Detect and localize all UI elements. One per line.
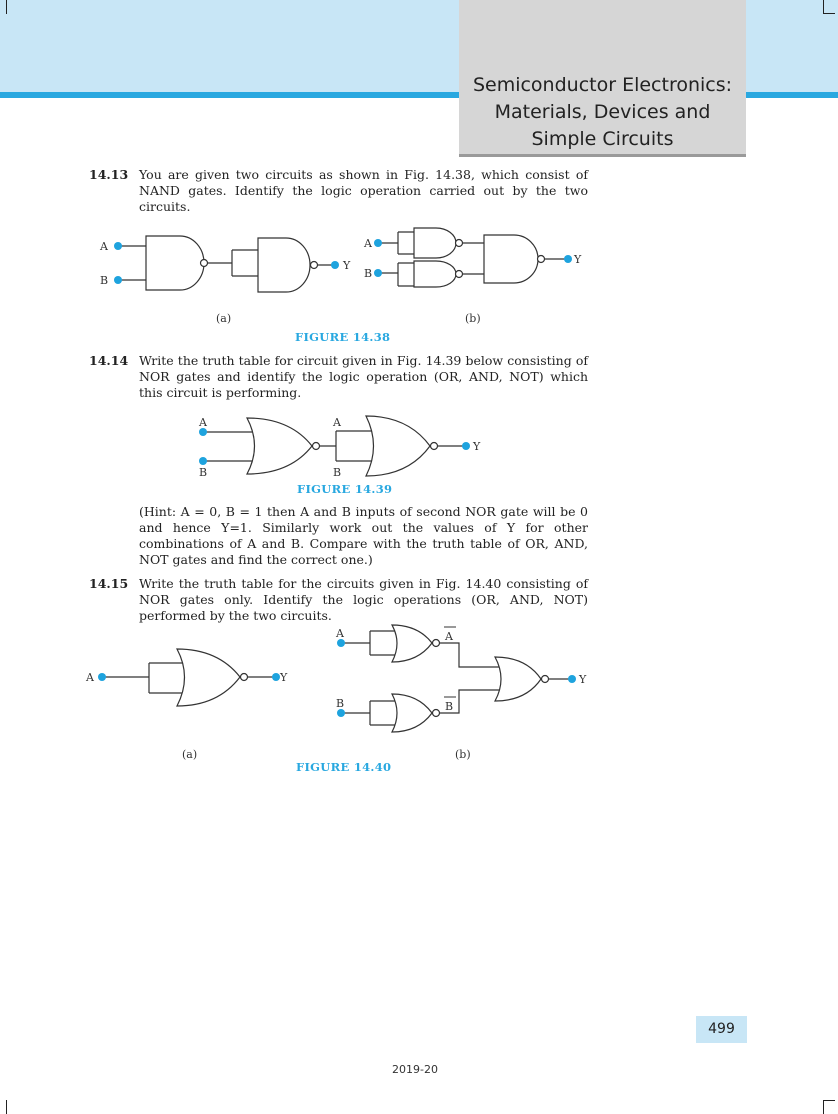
input-label-b: B [336,697,345,710]
input-label-a: A [100,240,108,253]
output-label-y: Y [343,259,351,272]
output-label-y: Y [473,440,481,453]
figure-caption: FIGURE 14.38 [295,330,391,344]
output-label-y: Y [579,673,587,686]
input-label-b: B [364,267,373,280]
question-text: Write the truth table for the circuits given in Fig. 14.40 consisting of NOR gates only. Identify the logic operations (OR, AND, NOT) performed by the two circuits. [139,576,588,623]
input-label-a: A [86,671,94,684]
input-label-a: A [199,416,207,429]
gate-input-label-b: B [333,466,342,479]
page-number: 499 [696,1016,747,1043]
question-number: 14.13 [89,167,129,182]
question-number: 14.15 [89,576,129,591]
question-number: 14.14 [89,353,129,368]
input-label-a: A [364,237,372,250]
input-label-b: B [199,466,208,479]
figure-caption: FIGURE 14.39 [297,482,393,496]
b-bar-label: B [445,700,454,713]
hint-text: (Hint: A = 0, B = 1 then A and B inputs of second NOR gate will be 0 and hence Y=1. Similarly work out the values of Y for other combinations of A and B. Compare with the truth table of OR, AND, NOT gates and find the correct one.) [139,504,588,567]
question-text: Write the truth table for circuit given in Fig. 14.39 below consisting of NOR gates and identify the logic operation (OR, AND, NOT) which this circuit is performing. [139,353,588,400]
gate-input-label-a: A [333,416,341,429]
output-label-y: Y [280,671,288,684]
output-label-y: Y [574,253,582,266]
chapter-title-line-3: Simple Circuits [531,128,674,150]
subfigure-label-b: (b) [455,748,471,761]
question-text: You are given two circuits as shown in Fig. 14.38, which consist of NAND gates. Identify the logic operation carried out by the two circuits. [139,167,588,214]
subfigure-label-a: (a) [216,312,232,325]
subfigure-label-b: (b) [465,312,481,325]
subfigure-label-a: (a) [182,748,198,761]
chapter-title-line-1: Semiconductor Electronics: [472,74,733,96]
input-label-b: B [100,274,109,287]
input-label-a: A [336,627,344,640]
chapter-title-line-2: Materials, Devices and [494,101,711,123]
edition-year: 2019-20 [392,1063,438,1076]
figure-caption: FIGURE 14.40 [296,760,392,774]
a-bar-label: A [445,630,453,643]
